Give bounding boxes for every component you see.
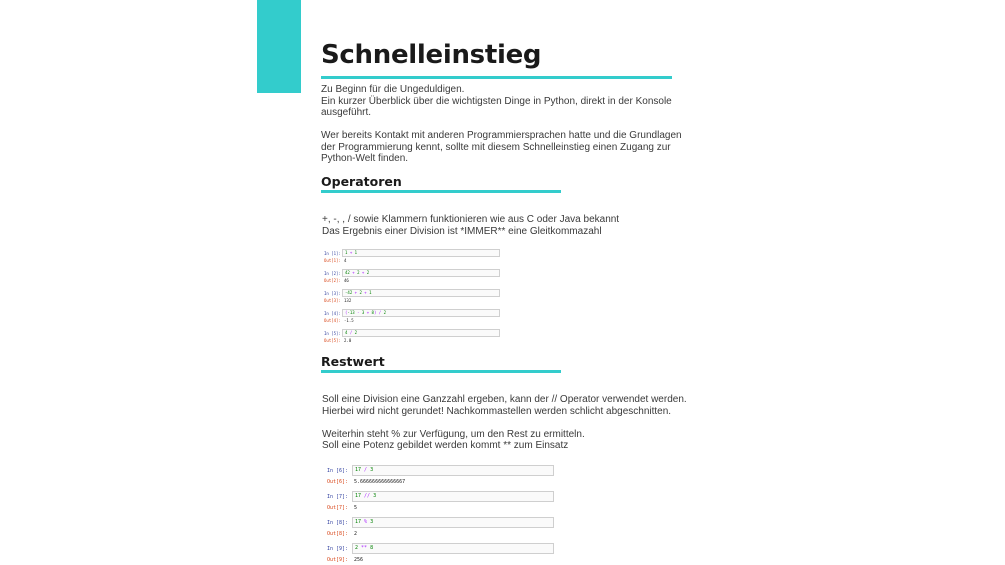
code-token: 1	[354, 250, 358, 255]
code-token: +	[352, 290, 360, 295]
code-token: 8	[370, 545, 374, 551]
code-token: +	[361, 290, 370, 295]
code-token: //	[361, 493, 374, 499]
code-output: 46	[344, 278, 349, 283]
code-token: 17	[355, 519, 362, 525]
output-prompt-label: Out[8]:	[327, 531, 349, 537]
code-output: 2.0	[344, 338, 352, 343]
code-token: +	[359, 270, 367, 275]
input-prompt-label: In [2]:	[324, 270, 341, 276]
code-input	[342, 249, 500, 257]
restwert-underline	[321, 370, 561, 373]
code-token: 2	[383, 310, 387, 315]
code-token: -42	[345, 290, 353, 295]
code-input	[342, 269, 500, 277]
restwert-text: Soll eine Division eine Ganzzahl ergeben, kann der // Operator verwendet werden. Hierbei wird nicht gerundet! Nachkommastellen werden schlicht abgeschnitten. Weiterhin steht % zur Verfügung, um den Rest zu ermitteln. Soll eine Potenz gebildet werden kommt ** zum Einsatz	[322, 394, 687, 452]
code-cell	[324, 289, 500, 303]
code-token: %	[361, 519, 371, 525]
code-input	[342, 289, 500, 297]
section-heading-restwert: Restwert	[321, 354, 385, 369]
input-prompt-label: In [3]:	[324, 290, 341, 296]
output-prompt-label: Out[4]:	[324, 318, 341, 323]
code-token: -13	[347, 310, 355, 315]
code-token: (	[345, 310, 348, 315]
section-heading-operatoren: Operatoren	[321, 174, 402, 189]
code-output: 5	[354, 505, 358, 511]
input-prompt-label: In [1]:	[324, 250, 341, 256]
code-token: 42	[345, 270, 350, 275]
page-title: Schnelleinstieg	[321, 40, 542, 70]
output-prompt-label: Out[3]:	[324, 298, 341, 303]
code-cell	[327, 517, 554, 537]
code-token: ) /	[373, 310, 384, 315]
code-token: 2	[357, 270, 360, 275]
code-input	[342, 309, 500, 317]
input-prompt-label: In [6]:	[327, 467, 349, 474]
operatoren-underline	[321, 190, 561, 193]
code-output: 5.666666666666667	[354, 479, 406, 485]
input-prompt-label: In [5]:	[324, 330, 341, 336]
code-token: 2	[366, 270, 370, 275]
code-input	[352, 491, 554, 502]
code-cell	[324, 269, 500, 283]
output-prompt-label: Out[5]:	[324, 338, 341, 343]
code-output: -1.5	[344, 318, 354, 323]
intro-paragraph-2: Wer bereits Kontakt mit anderen Programmiersprachen hatte und die Grundlagen der Programmierung kennt, sollte mit diesem Schnelleinstieg einen Zugang zur Python-Welt finden.	[321, 130, 682, 165]
code-token: -	[354, 310, 362, 315]
code-token: 2	[355, 545, 359, 551]
code-token: /	[347, 330, 355, 335]
code-token: 2	[354, 330, 358, 335]
code-output: 132	[344, 298, 352, 303]
output-prompt-label: Out[6]:	[327, 479, 349, 485]
input-prompt-label: In [9]:	[327, 545, 349, 552]
code-input	[352, 517, 554, 528]
operatoren-text: +, -, , / sowie Klammern funktionieren wie aus C oder Java bekannt Das Ergebnis einer Division ist *IMMER** eine Gleitkommazahl	[322, 214, 620, 237]
intro-paragraph: Zu Beginn für die Ungeduldigen. Ein kurzer Überblick über die wichtigsten Dinge in Python, direkt in der Konsole ausgeführt.	[321, 84, 672, 119]
code-token: 3	[361, 310, 365, 315]
code-token: +	[347, 250, 355, 255]
output-prompt-label: Out[2]:	[324, 278, 341, 283]
code-token: 17	[355, 493, 362, 499]
code-cell	[324, 329, 500, 343]
input-prompt-label: In [7]:	[327, 493, 349, 500]
code-token: **	[358, 545, 371, 551]
code-token: +	[349, 270, 358, 275]
code-cell	[327, 465, 554, 485]
input-prompt-label: In [4]:	[324, 310, 341, 316]
code-output: 256	[354, 557, 364, 563]
input-prompt-label: In [8]:	[327, 519, 349, 526]
output-prompt-label: Out[7]:	[327, 505, 349, 511]
code-input	[352, 543, 554, 554]
code-cell	[327, 543, 554, 563]
code-output: 4	[344, 258, 347, 263]
code-token: 17	[355, 467, 362, 473]
code-output: 2	[354, 531, 358, 537]
code-token: +	[364, 310, 372, 315]
output-prompt-label: Out[9]:	[327, 557, 349, 563]
code-token: /	[361, 467, 371, 473]
code-input	[342, 329, 500, 337]
code-token: 3	[373, 493, 377, 499]
code-token: 4	[345, 330, 348, 335]
code-token: 1	[345, 250, 348, 255]
code-token: 3	[370, 467, 374, 473]
accent-block	[257, 0, 301, 93]
code-cell	[327, 491, 554, 511]
code-cell	[324, 309, 500, 323]
code-token: 3	[370, 519, 374, 525]
output-prompt-label: Out[1]:	[324, 258, 341, 263]
code-token: 2	[359, 290, 362, 295]
code-token: 1	[369, 290, 372, 295]
title-underline	[321, 76, 672, 79]
code-token: 8	[371, 310, 374, 315]
code-cell	[324, 249, 500, 263]
code-input	[352, 465, 554, 476]
